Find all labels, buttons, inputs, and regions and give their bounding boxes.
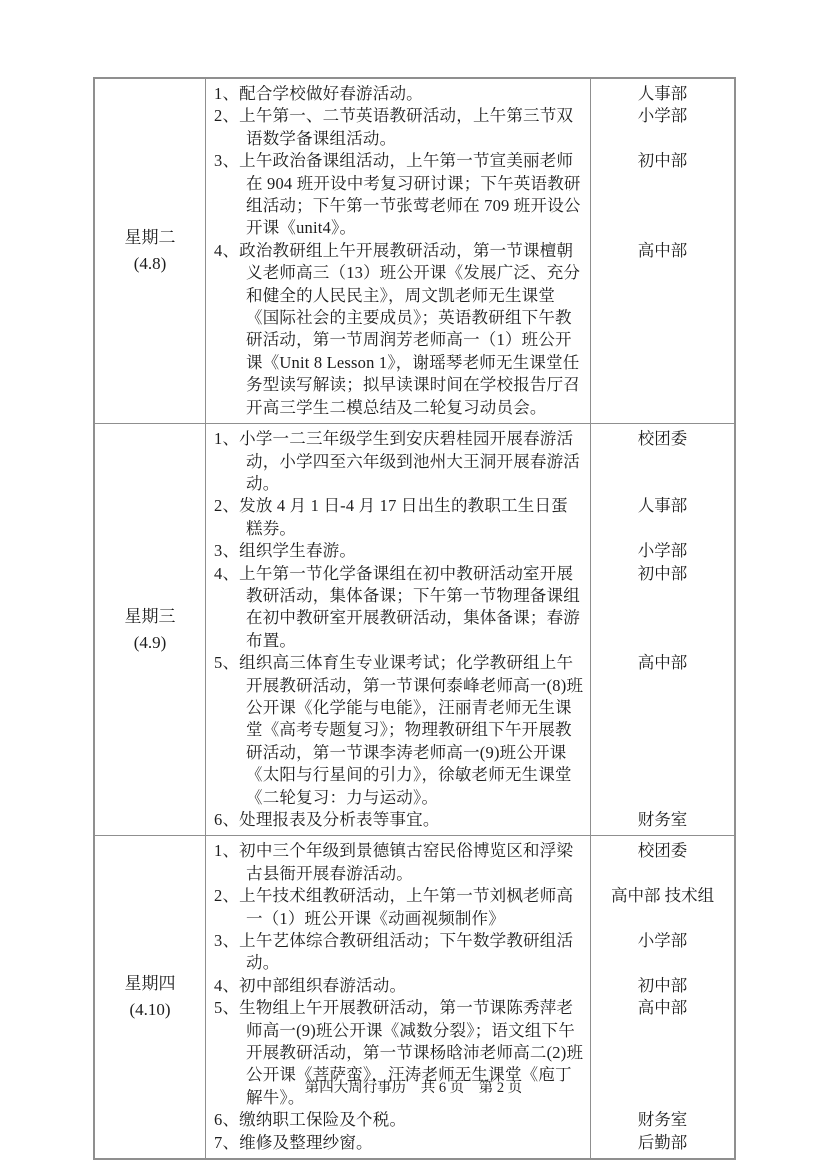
day-row bbox=[95, 836, 734, 1158]
day-cell bbox=[95, 836, 206, 1158]
item-department: 初中部 bbox=[637, 563, 688, 583]
schedule-item bbox=[206, 240, 734, 423]
schedule-item bbox=[206, 105, 734, 150]
schedule-table bbox=[93, 77, 736, 1160]
item-text: 4、初中部组织春游活动。 bbox=[206, 975, 591, 997]
item-department: 人事部 bbox=[637, 496, 688, 516]
item-text: 1、小学一二三年级学生到安庆碧桂园开展春游活动，小学四至六年级到池州大王洞开展春游活动。 bbox=[206, 424, 591, 495]
item-text: 4、上午第一节化学备课组在初中教研活动室开展教研活动，集体备课；下午第一节物理备课组在初中教研室开展教研活动，集体备课；春游布置。 bbox=[206, 563, 591, 653]
schedule-item bbox=[206, 836, 734, 885]
schedule-item bbox=[206, 424, 734, 495]
day-cell bbox=[95, 424, 206, 835]
items-column bbox=[206, 424, 734, 835]
schedule-item bbox=[206, 79, 734, 105]
items-column bbox=[206, 79, 734, 423]
day-date: (4.8) bbox=[133, 254, 167, 274]
item-text: 5、组织高三体育生专业课考试；化学教研组上午开展教研活动，第一节课何泰峰老师高一(8)班公开课《化学能与电能》，汪丽青老师无生课堂《高考专题复习》；物理教研组下午开展教研活动，第一节课李涛老师高一(9)班公开课《太阳与行星间的引力》，徐敏老师无生课堂《二轮复习：力与运动》。 bbox=[206, 652, 591, 809]
day-row bbox=[95, 79, 734, 424]
item-department: 高中部 bbox=[637, 998, 688, 1018]
schedule-item bbox=[206, 885, 734, 930]
item-department: 初中部 bbox=[637, 975, 688, 995]
schedule-item bbox=[206, 809, 734, 835]
item-text: 7、维修及整理纱窗。 bbox=[206, 1132, 591, 1158]
items-column bbox=[206, 836, 734, 1158]
day-cell bbox=[95, 79, 206, 423]
schedule-item bbox=[206, 1109, 734, 1131]
item-department: 校团委 bbox=[637, 429, 688, 449]
schedule-item bbox=[206, 975, 734, 997]
item-department: 财务室 bbox=[637, 810, 688, 829]
day-date: (4.9) bbox=[133, 632, 167, 652]
item-text: 1、配合学校做好春游活动。 bbox=[206, 79, 591, 105]
day-name: 星期三 bbox=[124, 606, 176, 626]
item-department: 财务室 bbox=[637, 1110, 688, 1130]
item-text: 2、上午技术组教研活动，上午第一节刘枫老师高一（1）班公开课《动画视频制作》 bbox=[206, 885, 591, 930]
item-department: 初中部 bbox=[637, 151, 688, 171]
schedule-item bbox=[206, 563, 734, 653]
item-text: 3、组织学生春游。 bbox=[206, 540, 591, 562]
day-date: (4.10) bbox=[129, 1000, 171, 1020]
day-name: 星期二 bbox=[124, 228, 176, 248]
schedule-item bbox=[206, 930, 734, 975]
item-text: 4、政治教研组上午开展教研活动，第一节课檀朝义老师高三（13）班公开课《发展广泛、充分和健全的人民民主》，周文凯老师无生课堂《国际社会的主要成员》；英语教研组下午教研活动，第一节周润芳老师高一（1）班公开课《Unit 8 Lesson 1》，谢瑶琴老师无生课堂任务型读写解读；拟早读课时间在学校报告厅召开高三学生二模总结及二轮复习动员会。 bbox=[206, 240, 591, 423]
item-text: 6、缴纳职工保险及个税。 bbox=[206, 1109, 591, 1131]
schedule-item bbox=[206, 540, 734, 562]
schedule-item bbox=[206, 652, 734, 809]
schedule-item bbox=[206, 150, 734, 240]
schedule-item bbox=[206, 1132, 734, 1158]
item-text: 1、初中三个年级到景德镇古窑民俗博览区和浮梁古县衙开展春游活动。 bbox=[206, 836, 591, 885]
schedule-item bbox=[206, 495, 734, 540]
item-department: 高中部 bbox=[637, 653, 688, 673]
day-row bbox=[95, 424, 734, 836]
item-department: 小学部 bbox=[637, 931, 688, 951]
item-department: 校团委 bbox=[637, 841, 688, 861]
item-text: 2、发放 4 月 1 日-4 月 17 日出生的教职工生日蛋糕券。 bbox=[206, 495, 591, 540]
item-text: 3、上午艺体综合教研组活动；下午数学教研组活动。 bbox=[206, 930, 591, 975]
item-text: 5、生物组上午开展教研活动，第一节课陈秀萍老师高一(9)班公开课《减数分裂》；语文组下午开展教研活动，第一节课杨晗沛老师高二(2)班公开课《菩萨蛮》，汪涛老师无生课堂《庖丁解牛》。 bbox=[206, 997, 591, 1109]
day-name: 星期四 bbox=[124, 974, 176, 994]
item-text: 3、上午政治备课组活动，上午第一节宣美丽老师在 904 班开设中考复习研讨课；下午英语教研组活动；下午第一节张莺老师在 709 班开设公开课《unit4》。 bbox=[206, 150, 591, 240]
item-department: 小学部 bbox=[637, 541, 688, 561]
page-footer: 第四大周行事历 共 6 页 第 2 页 bbox=[304, 1080, 523, 1096]
item-department: 高中部 bbox=[637, 240, 688, 260]
item-department: 小学部 bbox=[637, 106, 688, 126]
item-department: 后勤部 bbox=[637, 1132, 688, 1152]
item-text: 6、处理报表及分析表等事宜。 bbox=[206, 809, 591, 835]
item-text: 2、上午第一、二节英语教研活动，上午第三节双语数学备课组活动。 bbox=[206, 105, 591, 150]
item-department: 高中部 技术组 bbox=[610, 886, 715, 906]
item-department: 人事部 bbox=[637, 84, 688, 103]
